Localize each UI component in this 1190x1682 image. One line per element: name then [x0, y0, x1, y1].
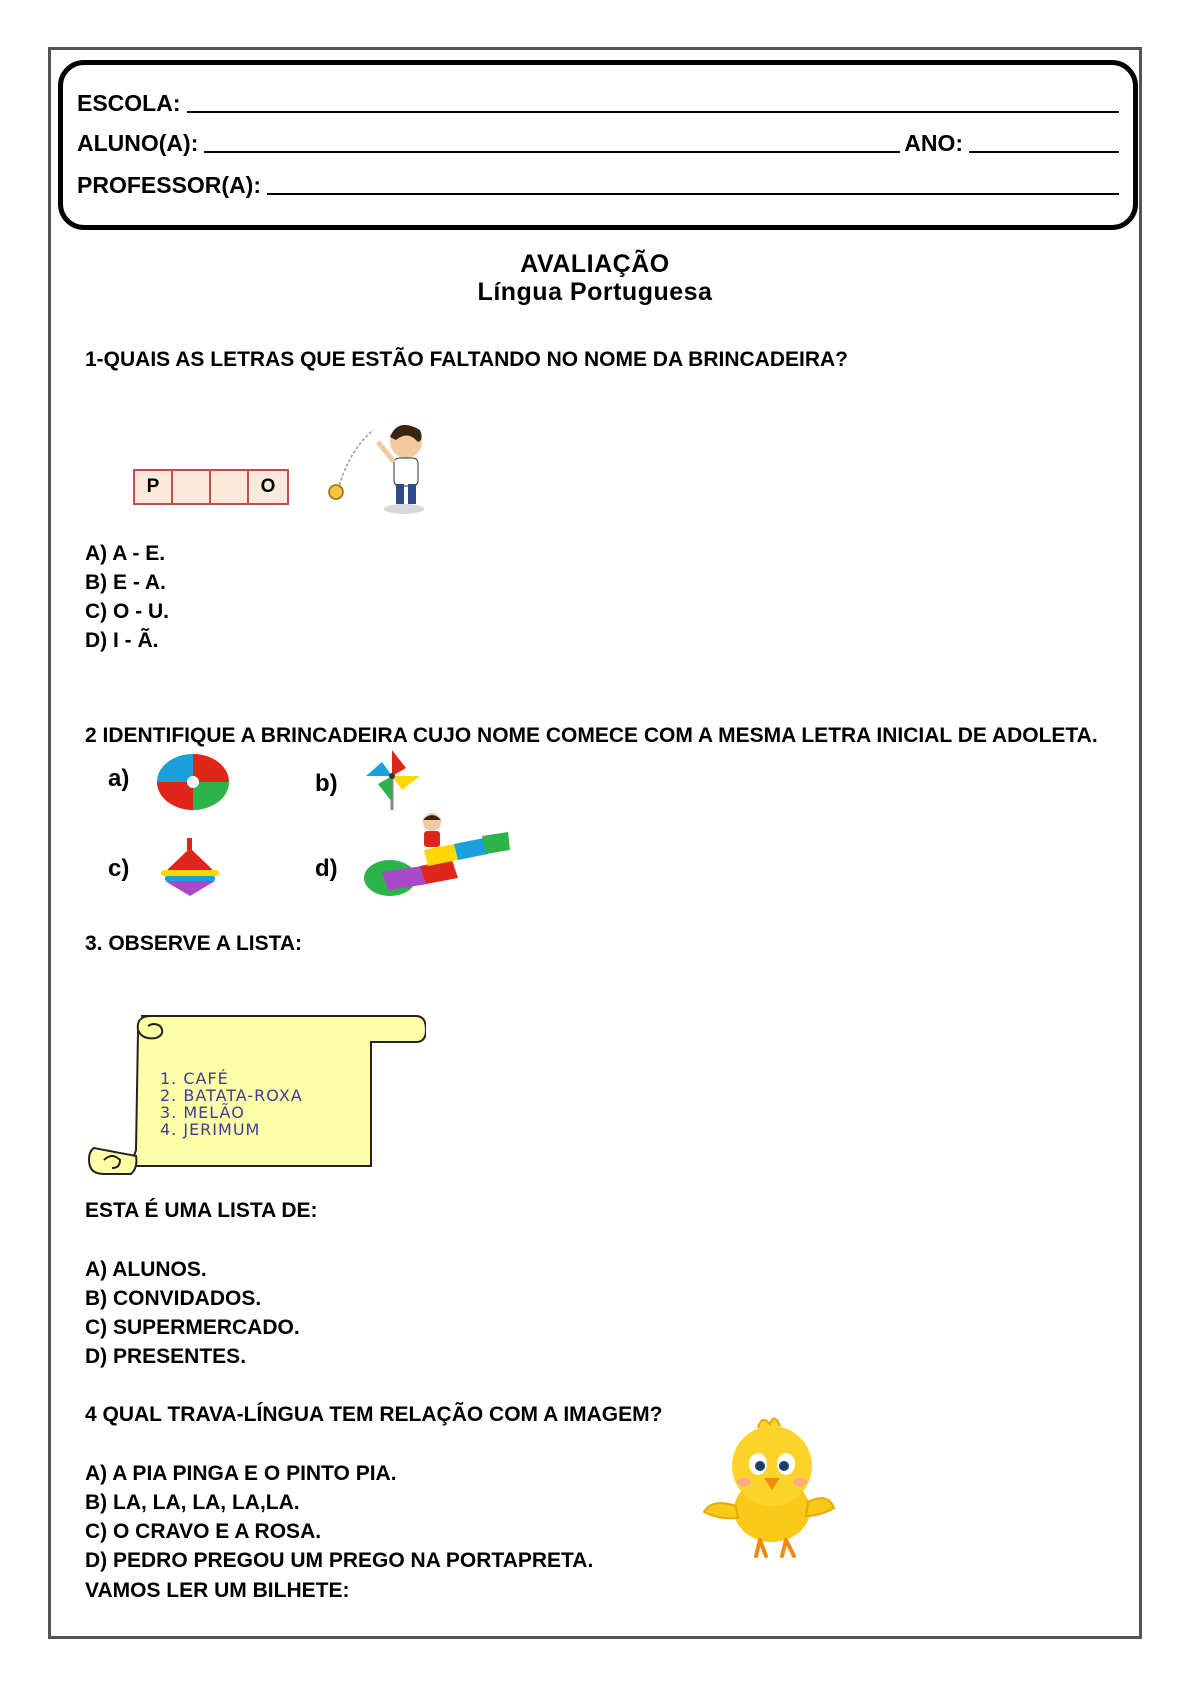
- student-label: ALUNO(A):: [77, 130, 199, 156]
- footer-text: VAMOS LER UM BILHETE:: [85, 1579, 350, 1602]
- school-label: ESCOLA:: [77, 90, 181, 116]
- list-item: 3. MELÃO: [160, 1103, 245, 1122]
- page-title: AVALIAÇÃO: [520, 250, 670, 278]
- word-boxes: [133, 469, 289, 505]
- letter-box: P: [135, 471, 173, 503]
- choice-a-label[interactable]: a): [108, 765, 130, 792]
- choice-d-label[interactable]: d): [315, 855, 338, 882]
- page-subtitle: Língua Portuguesa: [477, 278, 713, 306]
- q3-prompt: ESTA É UMA LISTA DE:: [85, 1199, 318, 1222]
- student-field[interactable]: [204, 149, 900, 153]
- year-field[interactable]: [969, 149, 1119, 153]
- spinning-top-icon[interactable]: [155, 838, 225, 898]
- q4-option-c[interactable]: C) O CRAVO E A ROSA.: [85, 1520, 322, 1543]
- letter-box[interactable]: [173, 471, 211, 503]
- question-3: 3. OBSERVE A LISTA:: [85, 932, 303, 955]
- q3-option-a[interactable]: A) ALUNOS.: [85, 1258, 207, 1281]
- list-item: 4. JERIMUM: [160, 1120, 261, 1139]
- letter-box[interactable]: [211, 471, 249, 503]
- q1-option-b[interactable]: B) E - A.: [85, 571, 166, 594]
- school-field[interactable]: [187, 109, 1120, 113]
- q4-option-a[interactable]: A) A PIA PINGA E O PINTO PIA.: [85, 1462, 397, 1485]
- shopping-list: [160, 1070, 303, 1138]
- choice-b-label[interactable]: b): [315, 770, 338, 797]
- q3-option-d[interactable]: D) PRESENTES.: [85, 1345, 247, 1368]
- year-label: ANO:: [904, 130, 963, 156]
- question-2: 2 IDENTIFIQUE A BRINCADEIRA CUJO NOME COMECE COM A MESMA LETRA INICIAL DE ADOLETA.: [85, 724, 1098, 747]
- question-1: 1-QUAIS AS LETRAS QUE ESTÃO FALTANDO NO NOME DA BRINCADEIRA?: [85, 348, 849, 371]
- q1-option-d[interactable]: D) I - Ã.: [85, 629, 159, 652]
- q1-option-c[interactable]: C) O - U.: [85, 600, 169, 623]
- student-row: [77, 127, 1119, 157]
- q4-option-d[interactable]: D) PEDRO PREGOU UM PREGO NA PORTAPRETA.: [85, 1549, 594, 1572]
- choice-c-label[interactable]: c): [108, 855, 130, 882]
- letter-box: O: [260, 476, 276, 497]
- q3-option-c[interactable]: C) SUPERMERCADO.: [85, 1316, 300, 1339]
- pinwheel-icon[interactable]: [362, 748, 428, 810]
- q3-option-b[interactable]: B) CONVIDADOS.: [85, 1287, 262, 1310]
- hopscotch-icon[interactable]: [362, 810, 512, 898]
- boy-with-yoyo-illustration: [318, 412, 428, 517]
- school-row: [77, 87, 1119, 117]
- teacher-field[interactable]: [267, 191, 1119, 195]
- list-item: 1. CAFÉ: [160, 1069, 229, 1088]
- q4-option-b[interactable]: B) LA, LA, LA, LA,LA.: [85, 1491, 300, 1514]
- chick-illustration: [700, 1410, 840, 1560]
- beach-ball-icon[interactable]: [155, 752, 235, 812]
- teacher-row: [77, 169, 1119, 199]
- question-4: 4 QUAL TRAVA-LÍNGUA TEM RELAÇÃO COM A IMAGEM?: [85, 1403, 663, 1426]
- list-item: 2. BATATA-ROXA: [160, 1086, 303, 1105]
- teacher-label: PROFESSOR(A):: [77, 172, 261, 198]
- header-box: [58, 60, 1138, 230]
- q1-option-a[interactable]: A) A - E.: [85, 542, 166, 565]
